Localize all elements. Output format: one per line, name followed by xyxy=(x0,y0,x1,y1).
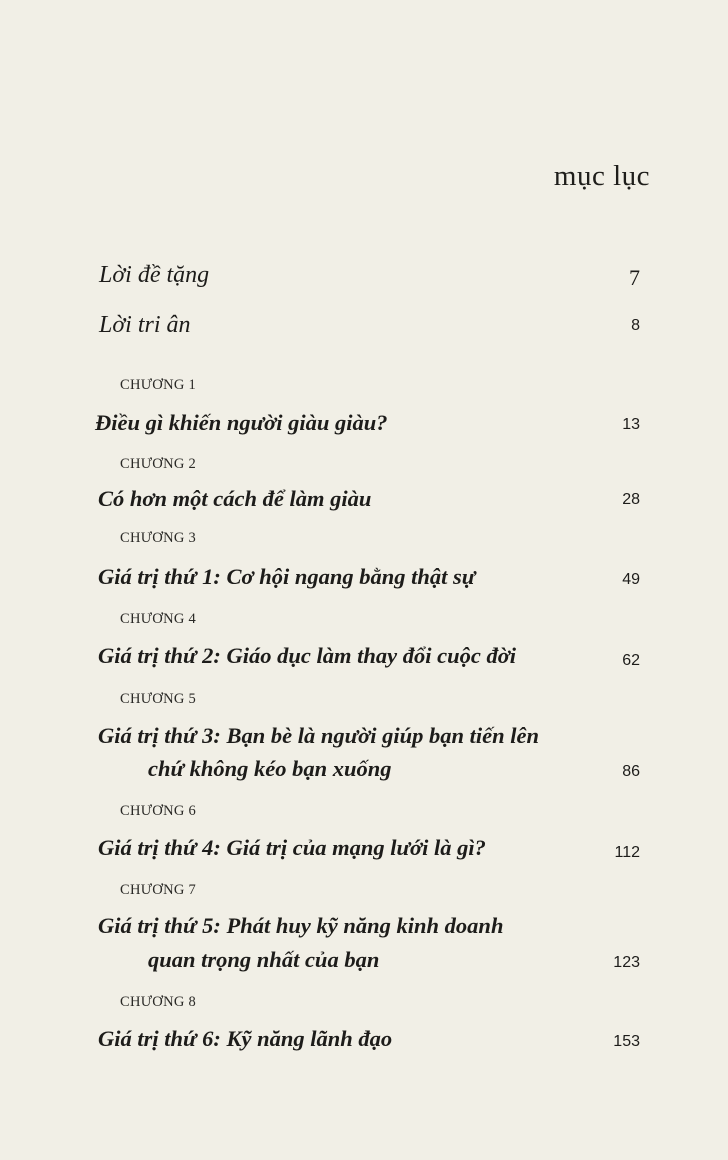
chapter-page: 112 xyxy=(614,844,640,861)
chapter-page: 62 xyxy=(622,652,640,669)
chapter-page: 28 xyxy=(622,491,640,508)
chapter-title-line-2: chứ không kéo bạn xuống xyxy=(148,756,392,781)
chapter-title: Điều gì khiến người giàu giàu? xyxy=(95,410,388,435)
chapter-page: 13 xyxy=(622,416,640,433)
entry-title: Lời tri ân xyxy=(99,312,191,338)
chapter-page: 86 xyxy=(622,763,640,780)
chapter-title: Giá trị thứ 1: Cơ hội ngang bằng thật sự xyxy=(98,564,476,589)
page-title: mục lục xyxy=(553,160,650,192)
chapter-title: Giá trị thứ 4: Giá trị của mạng lưới là gì? xyxy=(98,835,486,860)
chapter-label: CHƯƠNG 8 xyxy=(120,994,197,1010)
chapter-title: Giá trị thứ 2: Giáo dục làm thay đổi cuộc đời xyxy=(98,643,517,668)
chapter-title-line-1: Giá trị thứ 5: Phát huy kỹ năng kinh doanh xyxy=(98,913,504,938)
chapter-title: Có hơn một cách để làm giàu xyxy=(98,486,372,511)
chapter-title: Giá trị thứ 6: Kỹ năng lãnh đạo xyxy=(98,1026,393,1051)
chapter-label: CHƯƠNG 5 xyxy=(120,691,197,707)
chapter-title-line-1: Giá trị thứ 3: Bạn bè là người giúp bạn tiến lên xyxy=(98,723,539,748)
entry-page: 8 xyxy=(631,317,640,334)
chapter-page: 123 xyxy=(613,954,640,971)
chapter-label: CHƯƠNG 1 xyxy=(120,377,197,393)
entry-page: 7 xyxy=(629,265,640,290)
chapter-label: CHƯƠNG 7 xyxy=(120,882,197,898)
chapter-page: 49 xyxy=(622,571,640,588)
chapter-label: CHƯƠNG 3 xyxy=(120,530,197,546)
chapter-page: 153 xyxy=(613,1033,640,1050)
chapter-label: CHƯƠNG 6 xyxy=(120,803,197,819)
chapter-title-line-2: quan trọng nhất của bạn xyxy=(148,947,380,972)
chapter-label: CHƯƠNG 4 xyxy=(120,611,197,627)
entry-title: Lời đề tặng xyxy=(99,262,210,288)
chapter-label: CHƯƠNG 2 xyxy=(120,456,197,472)
